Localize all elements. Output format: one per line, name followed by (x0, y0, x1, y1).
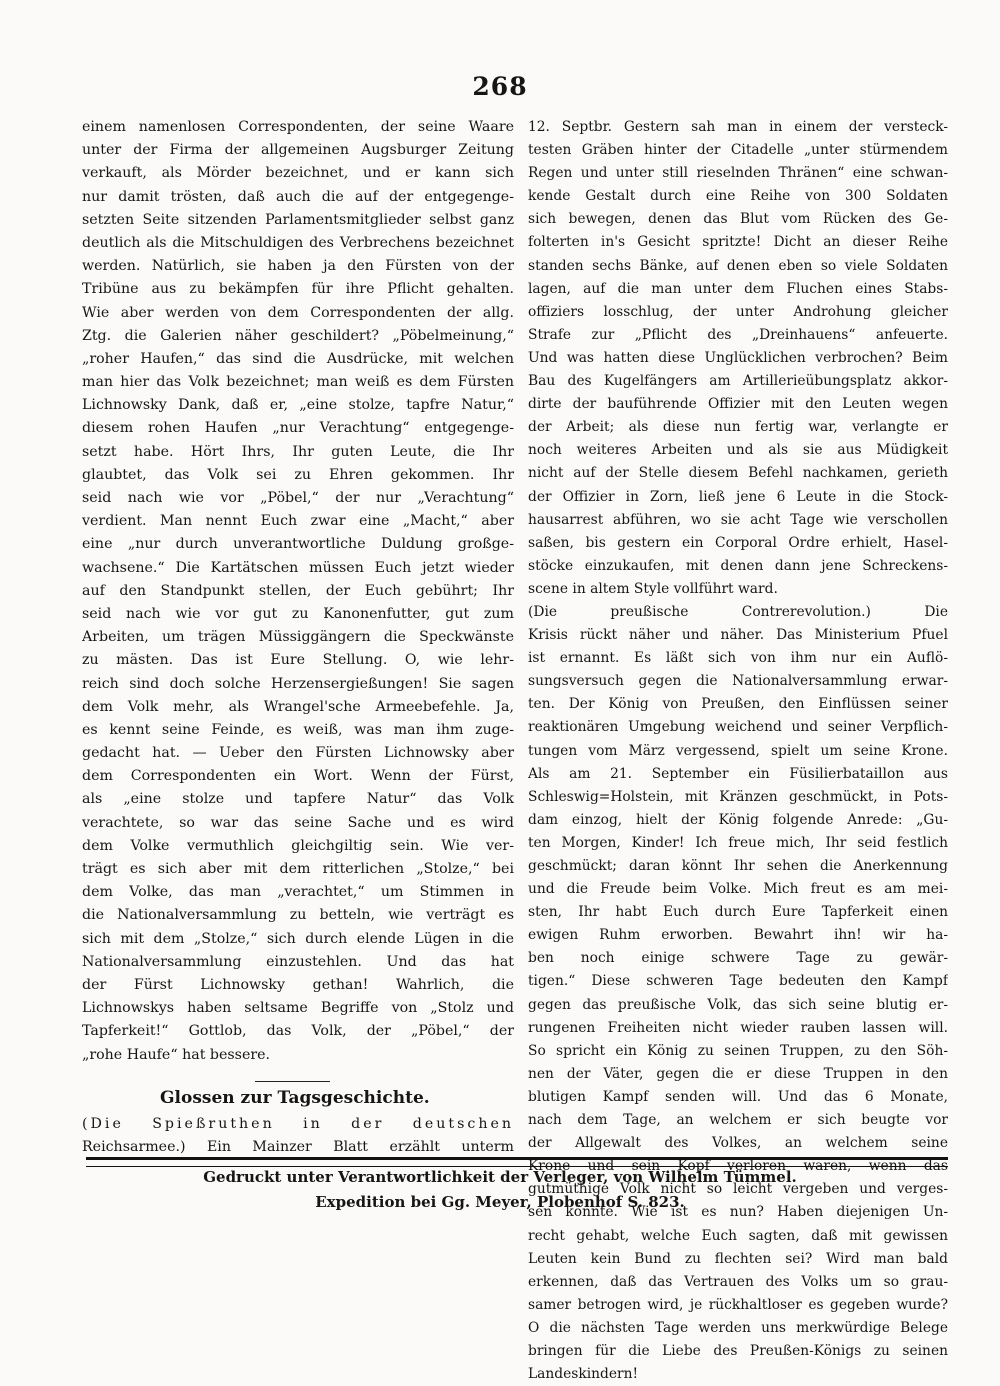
text-line: reaktionären Umgebung weichend und seiner Verpflich- (528, 719, 948, 736)
text-line: man hier das Volk bezeichnet; man weiß es dem Fürsten (82, 374, 514, 391)
text-line: diesem rohen Haufen „nur Verachtung“ entgegenge- (82, 420, 514, 437)
left-column (82, 116, 514, 1067)
text-line: gedacht hat. — Ueber den Fürsten Lichnowsky aber (82, 745, 514, 762)
text-line: tigen.“ Diese schweren Tage bedeuten den Kampf (528, 973, 948, 990)
text-line: 12. Septbr. Gestern sah man in einem der versteck- (528, 119, 948, 135)
text-line: sen könnte. Wie ist es nun? Haben diejenigen Un- (528, 1204, 948, 1221)
text-line: blutigen Kampf senden will. Und das 6 Monate, (528, 1088, 948, 1105)
text-line: setzt habe. Hört Ihrs, Ihr guten Leute, die Ihr (82, 443, 514, 460)
text-line: Schleswig=Holstein, mit Kränzen geschmückt, in Pots- (528, 788, 948, 805)
text-line: dirte der bauführende Offizier mit den Leuten wegen (528, 396, 948, 413)
text-line: noch weiteres Arbeiten und als sie aus Müdigkeit (528, 442, 948, 459)
text-line: auf den Standpunkt stellen, der Euch gebührt; Ihr (82, 582, 514, 599)
text-line: Leuten kein Bund zu flechten sei? Wird man bald (528, 1250, 948, 1267)
text-line: als „eine stolze und tapfere Natur“ das Volk (82, 791, 514, 808)
text-line: Strafe zur „Pflicht des „Dreinhauens“ anfeuerte. (528, 326, 948, 343)
text-line: testen Gräben hinter der Citadelle „unter stürmendem (528, 142, 948, 159)
text-line: und die Freude beim Volke. Mich freut es am mei- (528, 881, 948, 898)
text-line: verachtete, so war das seine Sache und es wird (82, 814, 514, 831)
text-line: setzten Seite sitzenden Parlamentsmitglieder selbst ganz (82, 211, 514, 228)
left-column-tail (82, 1113, 514, 1159)
text-line: sungsversuch gegen die Nationalversammlung erwar- (528, 673, 948, 690)
text-line: es kennt seine Feinde, es weiß, was man ihm zuge- (82, 721, 514, 738)
text-line: sten, Ihr habt Euch durch Eure Tapferkeit einen (528, 904, 948, 921)
text-line: wachsene.“ Die Kartätschen müssen Euch jetzt wieder (82, 559, 514, 576)
text-line: Tribüne aus zu bekämpfen für ihre Pflicht gehalten. (82, 281, 514, 298)
text-line: saßen, bis gestern ein Corporal Ordre erhielt, Hasel- (528, 534, 948, 551)
text-line: seid nach wie vor gut zu Kanonenfutter, gut zum (82, 605, 514, 622)
text-line: gegen das preußische Volk, das sich seine blutig er- (528, 996, 948, 1013)
text-line: lagen, auf die man unter dem Fluchen eines Stabs- (528, 280, 948, 297)
text-line: ben noch einige schwere Tage zu gewär- (528, 950, 948, 967)
text-line: verdient. Man nennt Euch zwar eine „Macht,“ aber (82, 513, 514, 530)
text-line: einem namenlosen Correspondenten, der seine Waare (82, 119, 514, 135)
text-line: Krisis rückt näher und näher. Das Ministerium Pfuel (528, 627, 948, 644)
page-number: 268 (472, 72, 528, 101)
text-line: standen sechs Bänke, auf denen eben so viele Soldaten (528, 257, 948, 274)
text-line: samer betrogen wird, je rückhaltloser es gegeben wurde? (528, 1296, 948, 1313)
section-title: Glossen zur Tagsgeschichte. (160, 1088, 430, 1108)
text-line: der Offizier in Zorn, ließ jene 6 Leute in die Stock- (528, 488, 948, 505)
text-line: rungenen Freiheiten nicht wieder rauben lassen will. (528, 1019, 948, 1036)
text-line: offiziers losschlug, der unter Androhung gleicher (528, 303, 948, 320)
text-line: ewigen Ruhm erworben. Bewahrt ihn! wir ha- (528, 927, 948, 944)
text-line: hausarrest abführen, wo sie acht Tage wie verschollen (528, 511, 948, 528)
text-line: „rohe Haufe“ hat bessere. (82, 1046, 271, 1063)
text-line: Wie aber werden von dem Correspondenten der allg. (82, 304, 514, 321)
text-line: recht gehabt, welche Euch sagten, daß mit gewissen (528, 1227, 948, 1244)
text-line: der Fürst Lichnowsky gethan! Wahrlich, die (82, 976, 514, 993)
text-line: nicht auf der Stelle diesem Befehl nachkamen, gerieth (528, 465, 948, 482)
text-line: Bau des Kugelfängers am Artillerieübungsplatz akkor- (528, 373, 948, 390)
text-line: verkauft, als Mörder bezeichnet, und er kann sich (82, 165, 514, 182)
text-line: Lichnowsky Dank, daß er, „eine stolze, tapfre Natur,“ (82, 397, 514, 414)
text-line: glaubtet, das Volk sei zu Ehren gekommen. Ihr (82, 466, 514, 483)
text-line: Und was hatten diese Unglücklichen verbrochen? Beim (528, 349, 948, 366)
text-line: nach dem Tage, an welchem er sich beugte vor (528, 1112, 948, 1129)
text-line: werden. Natürlich, sie haben ja den Fürsten von der (82, 258, 514, 275)
text-line: trägt es sich aber mit dem ritterlichen „Stolze,“ bei (82, 861, 514, 877)
text-line: Landeskindern! (528, 1366, 639, 1383)
section-divider (255, 1081, 330, 1082)
text-line: bringen für die Liebe des Preußen-Königs zu seinen (528, 1342, 948, 1359)
text-line: kende Gestalt durch eine Reihe von 300 Soldaten (528, 188, 948, 205)
text-line: dem Correspondenten ein Wort. Wenn der Fürst, (82, 768, 514, 785)
text-line: Ztg. die Galerien näher geschildert? „Pöbelmeinung,“ (82, 327, 514, 344)
text-line: Lichnowskys haben seltsame Begriffe von „Stolz und (82, 1000, 514, 1017)
text-line: dem Volke vermuthlich gleichgiltig sein. Wie ver- (82, 837, 514, 854)
text-line: Tapferkeit!“ Gottlob, das Volk, der „Pöbel,“ der (82, 1023, 514, 1040)
text-line: Reichsarmee.) Ein Mainzer Blatt erzählt unterm (82, 1139, 514, 1156)
text-line: folterten in's Gesicht spritzte! Dicht an dieser Reihe (528, 234, 948, 251)
text-line: „roher Haufen,“ das sind die Ausdrücke, mit welchen (82, 350, 514, 367)
text-line: Krone und sein Kopf verloren waren, wenn das (528, 1158, 948, 1175)
expedition-imprint: Expedition bei Gg. Meyer, Plobenhof S. 823. (315, 1193, 685, 1211)
text-line: (Die Spießruthen in der deutschen (82, 1116, 514, 1132)
text-line: eine „nur durch unverantwortliche Duldung großge- (82, 536, 514, 553)
text-line: nur damit trösten, daß auch die auf der entgegenge- (82, 188, 514, 205)
text-line: sich mit dem „Stolze,“ sich durch elende Lügen in die (82, 930, 514, 947)
text-line: ten Morgen, Kinder! Ich freue mich, Ihr seid festlich (528, 834, 948, 851)
text-line: unter der Firma der allgemeinen Augsburger Zeitung (82, 142, 514, 159)
text-line: So spricht ein König zu seinen Truppen, zu den Söh- (528, 1042, 948, 1059)
text-line: scene in altem Style vollführt ward. (528, 580, 778, 597)
text-line: dem Volke, das man „verachtet,“ um Stimmen in (82, 884, 514, 901)
text-line: geschmückt; daran könnt Ihr sehen die Anerkennung (528, 858, 948, 874)
text-line: dam einzog, hielt der König folgende Anrede: „Gu- (528, 811, 948, 828)
text-line: reich sind doch solche Herzensergießungen! Sie sagen (82, 675, 514, 692)
text-line: nen der Väter, gegen die er diese Truppen in den (528, 1065, 948, 1082)
text-line: stöcke einzukaufen, mit denen dann jene Schreckens- (528, 557, 948, 574)
text-line: Regen und unter still rieselnden Thränen“ eine schwan- (528, 165, 948, 182)
text-line: die Nationalversammlung zu betteln, wie verträgt es (82, 907, 514, 924)
text-line: dem Volk mehr, als Wrangel'sche Armeebefehle. Ja, (82, 698, 514, 715)
text-line: ist ernannt. Es läßt sich von ihm nur ein Auflö- (528, 650, 948, 667)
printer-imprint: Gedruckt unter Verantwortlichkeit der Verleger, von Wilhelm Tümmel. (203, 1168, 797, 1186)
text-line: Als am 21. September ein Füsilierbataillon aus (528, 765, 948, 782)
text-line: zu mästen. Das ist Eure Stellung. O, wie lehr- (82, 652, 514, 669)
text-line: der Arbeit; als diese nun fertig war, verlangte er (528, 419, 948, 436)
text-line: sich bewegen, denen das Blut vom Rücken des Ge- (528, 211, 948, 228)
text-line: erkennen, daß das Vertrauen des Volks um so grau- (528, 1273, 948, 1290)
text-line: tungen vom März vergessend, spielt um seine Krone. (528, 742, 948, 759)
text-line: gutmüthige Volk nicht so leicht vergeben und verges- (528, 1181, 948, 1198)
text-line: ten. Der König von Preußen, den Einflüssen seiner (528, 696, 948, 713)
text-line: O die nächsten Tage werden uns merkwürdige Belege (528, 1319, 948, 1336)
text-line: Nationalversammlung einzustehlen. Und das hat (82, 953, 514, 970)
text-line: (Die preußische Contrerevolution.) Die (528, 603, 948, 620)
text-line: seid nach wie vor „Pöbel,“ der nur „Verachtung“ (82, 490, 514, 506)
text-line: Arbeiten, um trägen Müssiggängern die Speckwänste (82, 629, 514, 646)
text-line: deutlich als die Mitschuldigen des Verbrechens bezeichnet (82, 234, 514, 251)
text-line: der Allgewalt des Volkes, an welchem seine (528, 1135, 948, 1152)
